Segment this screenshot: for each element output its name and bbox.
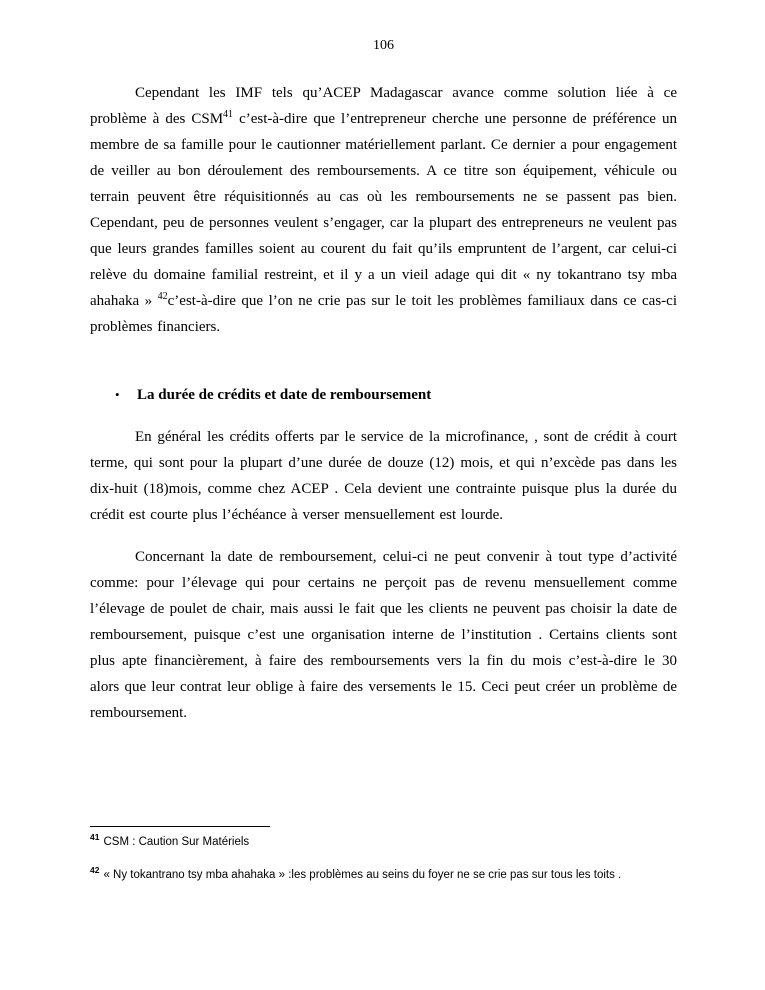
paragraph-text-segment: c’est-à-dire que l’on ne crie pas sur le toit les problèmes familiaux dans ce cas-ci problèmes financiers.	[90, 293, 677, 335]
footnote-41-text: CSM : Caution Sur Matériels	[103, 836, 250, 848]
paragraph-text-segment: c’est-à-dire que l’entrepreneur cherche une personne de préférence un membre de sa famille pour le cautionner matériellement parlant. Ce dernier a pour engagement de veiller au bon déroulement des remboursements. A ce titre son équipement, véhicule ou terrain peuvent être réquisitionnés au cas où les remboursements ne se passent pas bien. Cependant, peu de personnes veulent s’engager, car la plupart des entrepreneurs ne veulent pas que leurs grandes familles soient au courent du fait qu’ils empruntent de l’argent, car celui-ci relève du domaine familial restreint, et il y a un vieil adage qui dit « ny tokantrano tsy mba ahahaka »	[90, 111, 677, 309]
footnote-41-number: 41	[90, 832, 100, 843]
footnote-42	[90, 865, 677, 882]
section-heading-text: La durée de crédits et date de remboursement	[137, 387, 432, 403]
footnote-42-number: 42	[90, 865, 100, 876]
paragraph-duree-credits: En général les crédits offerts par le service de la microfinance, , sont de crédit à court terme, qui sont pour la plupart d’une durée de douze (12) mois, et qui n’excède pas dans les dix-huit (18)mois, comme chez ACEP . Cela devient une contrainte puisque plus la durée du crédit est courte plus l’échéance à verser mensuellement est lourde.	[90, 429, 677, 523]
footnote-41	[90, 832, 677, 849]
paragraph-problem-csm	[90, 80, 677, 340]
footnote-42-text: « Ny tokantrano tsy mba ahahaka » :les problèmes au seins du foyer ne se crie pas sur tous les toits .	[103, 869, 622, 881]
section-heading-duree-credits	[90, 382, 677, 408]
bullet-icon: •	[115, 387, 120, 402]
footnote-ref-42[interactable]: 42	[157, 291, 168, 302]
page-number: 106	[373, 38, 394, 53]
paragraph-text-segment: Cependant les IMF tels qu’ACEP Madagascar avance comme solution liée à ce problème à des CSM	[90, 85, 677, 127]
footnote-ref-41[interactable]: 41	[223, 109, 234, 120]
footnote-separator-line	[90, 826, 270, 827]
footnotes-section	[90, 826, 677, 901]
paragraph-date-remboursement: Concernant la date de remboursement, celui-ci ne peut convenir à tout type d’activité comme: pour l’élevage qui pour certains ne perçoit pas de revenu mensuellement comme l’élevage de poulet de chair, mais aussi le fait que les clients ne peuvent pas choisir la date de remboursement, puisque c’est une organisation interne de l’institution . Certains clients sont plus apte financièrement, à faire des remboursements vers la fin du mois c’est-à-dire le 30 alors que leur contrat leur oblige à faire des versements le 15. Ceci peut créer un problème de remboursement.	[90, 549, 677, 721]
